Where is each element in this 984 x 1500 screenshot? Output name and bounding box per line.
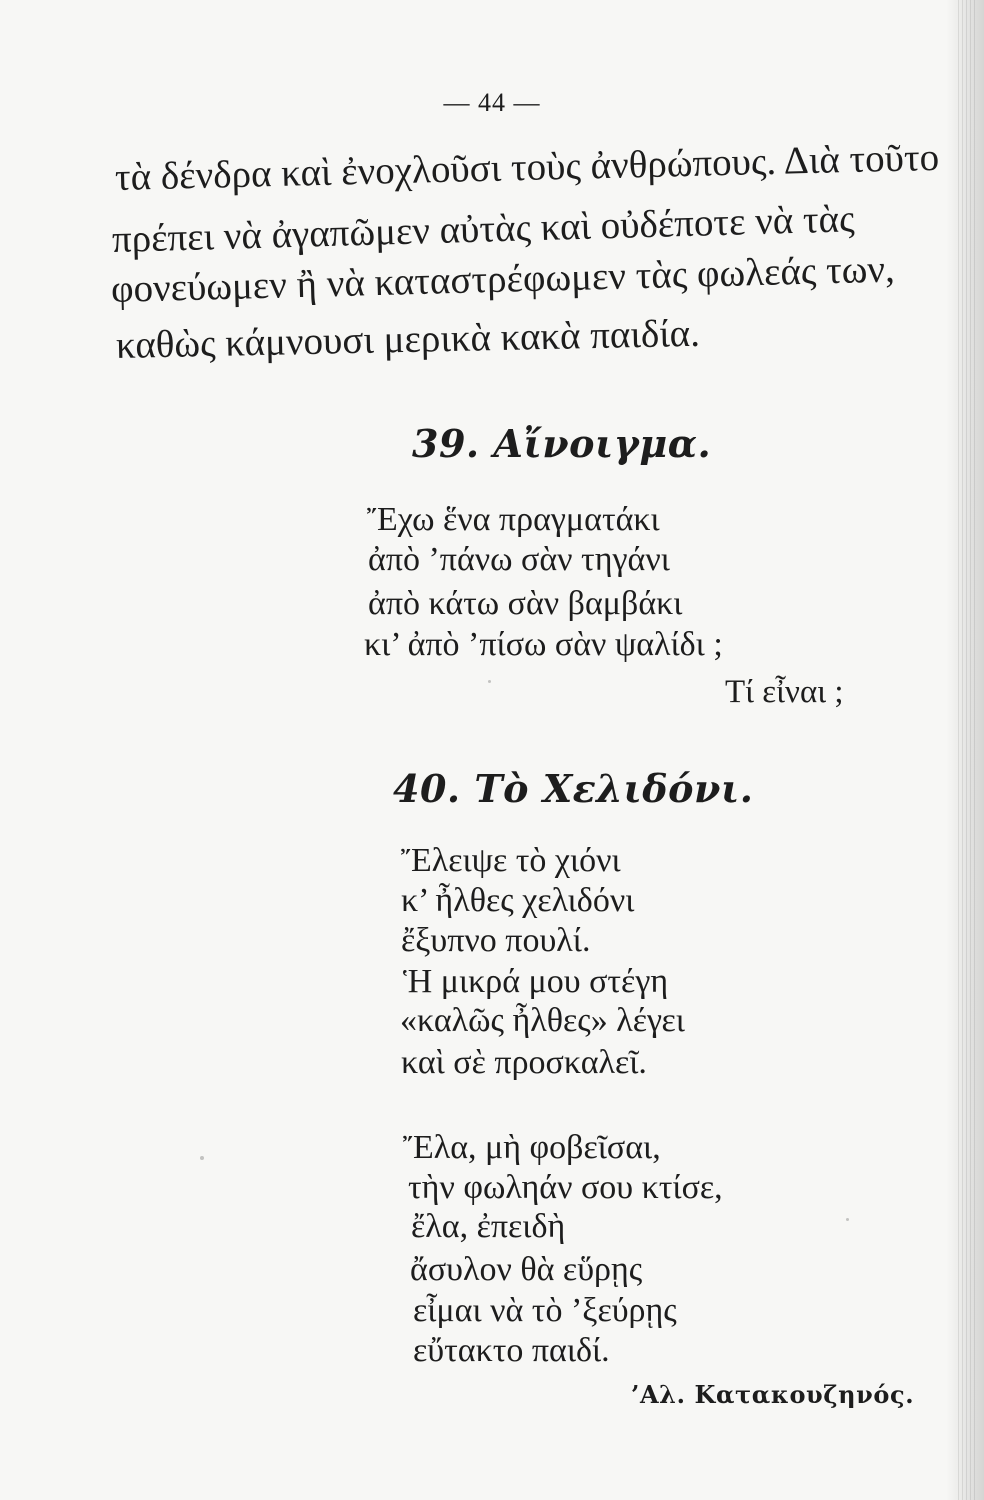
poem-stanza2-line-3: ἔλα, ἐπειδὴ bbox=[411, 1208, 566, 1245]
poem-stanza1-line-5: «καλῶς ἦλθες» λέγει bbox=[400, 1002, 685, 1039]
section-39-title: 39. Αἴνοιγμα. bbox=[412, 421, 712, 466]
paper-speck bbox=[488, 680, 491, 683]
poem-stanza2-line-5: εἶμαι νὰ τὸ ’ξεύρῃς bbox=[413, 1292, 677, 1329]
poem-stanza2-line-1: Ἔλα, μὴ φοβεῖσαι, bbox=[403, 1129, 661, 1166]
page-gutter bbox=[958, 0, 976, 1500]
riddle-line-3: ἀπὸ κάτω σὰν βαμβάκι bbox=[368, 585, 683, 622]
poem-stanza2-line-2: τὴν φωληάν σου κτίσε, bbox=[408, 1169, 723, 1206]
riddle-line-2: ἀπὸ ’πάνω σὰν τηγάνι bbox=[368, 541, 670, 578]
riddle-line-4: κι’ ἀπὸ ’πίσω σὰν ψαλίδι ; bbox=[364, 626, 723, 663]
intro-line-1: τὰ δένδρα καὶ ἐνοχλοῦσι τοὺς ἀνθρώπους. Διὰ τοῦτο bbox=[114, 135, 940, 199]
intro-line-4: καθὼς κάμνουσι μερικὰ κακὰ παιδία. bbox=[115, 311, 701, 367]
poem-stanza1-line-4: Ἡ μικρά μου στέγη bbox=[403, 963, 669, 1000]
intro-line-2: πρέπει νὰ ἀγαπῶμεν αὐτὰς καὶ οὐδέποτε νὰ τὰς bbox=[111, 197, 856, 261]
poem-stanza2-line-6: εὔτακτο παιδί. bbox=[413, 1332, 610, 1369]
poem-stanza1-line-3: ἔξυπνο πουλί. bbox=[401, 922, 591, 959]
intro-line-3: φονεύωμεν ἢ νὰ καταστρέφωμεν τὰς φωλεάς των, bbox=[110, 247, 896, 311]
paper-speck bbox=[200, 1156, 204, 1160]
paper-speck bbox=[846, 1218, 849, 1221]
riddle-question: Τί εἶναι ; bbox=[725, 674, 844, 710]
poem-stanza1-line-2: κ’ ἦλθες χελιδόνι bbox=[401, 882, 635, 919]
section-40-title: 40. Τὸ Χελιδόνι. bbox=[393, 766, 754, 811]
poem-stanza1-line-6: καὶ σὲ προσκαλεῖ. bbox=[401, 1044, 647, 1081]
poem-stanza2-line-4: ἄσυλον θὰ εὕρῃς bbox=[410, 1251, 643, 1288]
riddle-line-1: Ἔχω ἕνα πραγματάκι bbox=[367, 501, 660, 538]
page-number: — 44 — bbox=[443, 88, 541, 117]
poem-author: ’Αλ. Κατακουζηνός. bbox=[631, 1380, 915, 1409]
poem-stanza1-line-1: Ἔλειψε τὸ χιόνι bbox=[401, 842, 621, 879]
